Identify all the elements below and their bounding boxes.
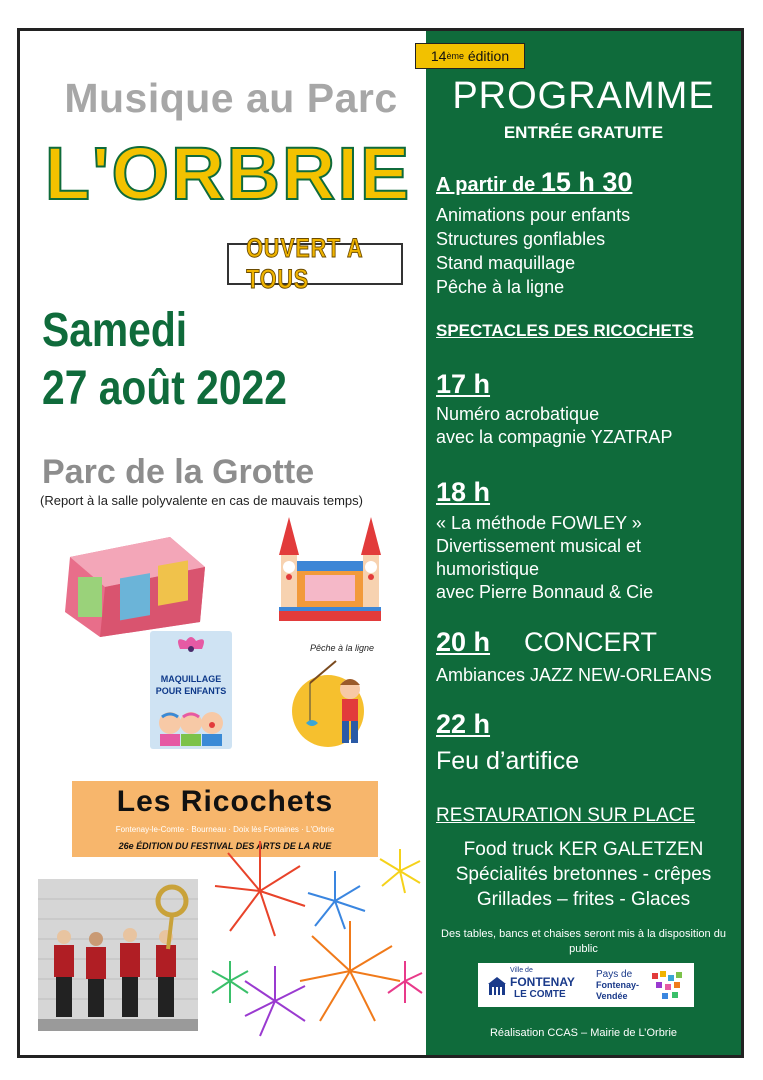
title-musique-au-parc: Musique au Parc [64,75,398,121]
start-time-label: A partir de [436,174,541,196]
start-time-value: 15 h 30 [540,167,633,197]
event-date: 27 août 2022 [42,362,287,415]
event-day: Samedi [42,304,188,357]
edition-badge [415,43,525,69]
ricochets-edition: 26e ÉDITION DU FESTIVAL DES ARTS DE LA RUE [118,841,332,851]
slot-line: Divertissement musical et [436,536,642,556]
activity-item: Stand maquillage [436,253,576,273]
slot-line: avec Pierre Bonnaud & Cie [436,582,654,602]
fontenay-le-comte-logo [484,965,582,1005]
open-to-all-label: OUVERT A TOUS [246,233,363,294]
slot-22h-description: Feu d’artifice [436,747,580,775]
slot-line: Numéro acrobatique [436,404,600,424]
program-panel [426,31,741,1055]
title-orbrie: L'ORBRIE [44,132,412,215]
logo-pays-de: Pays de [596,969,633,980]
slot-18h-hour: 18 h [436,477,491,507]
partner-logos [478,963,694,1007]
slot-20h-description: Ambiances JAZZ NEW-ORLEANS [436,665,712,685]
left-panel [20,31,426,1055]
slot-18h-description [436,512,653,604]
fishing-image [290,643,390,753]
jazz-musicians-photo [38,879,198,1031]
free-entry-label: ENTRÉE GRATUITE [503,123,664,142]
activities-list [436,203,630,299]
ricochets-title: Les Ricochets [116,785,334,818]
catering-item: Spécialités bretonnes - crêpes [455,864,712,885]
slot-line: « La méthode FOWLEY » [436,513,642,533]
ricochets-towns: Fontenay-le-Comte · Bourneau · Doix lès Fontaines · L'Orbrie [115,825,335,834]
spectacles-heading: SPECTACLES DES RICOCHETS [436,321,694,340]
venue-note: (Report à la salle polyvalente en cas de mauvais temps) [40,493,363,508]
face-painting-label-1: MAQUILLAGE [160,674,222,684]
programme-heading: PROGRAMME [452,75,715,117]
logo-vendee: Vendée [596,991,628,1001]
bouncy-castle-image [60,527,210,637]
open-to-all-badge [227,233,403,294]
fishing-drawing [290,643,390,753]
slot-17h-description [436,403,672,449]
activity-item: Animations pour enfants [436,205,631,225]
catering-item: Food truck KER GALETZEN [463,839,704,860]
pays-de-fontenay-vendee-logo [592,965,692,1005]
clown-bouncy-castle-image [275,515,385,625]
logo-fontenay-line: Fontenay- [596,980,640,990]
edition-word: édition [463,48,510,64]
town-hall-icon [486,975,508,997]
fishing-label: Pêche à la ligne [310,643,375,653]
logo-ville-de: Ville de [510,967,533,974]
venue-name: Parc de la Grotte [42,453,315,491]
catering-heading: RESTAURATION SUR PLACE [436,805,696,826]
slot-22h-hour: 22 h [436,709,491,739]
mosaic-icon [648,969,690,1003]
slot-20h-hour: 20 h [436,627,491,657]
slot-20h-title: CONCERT [524,627,658,657]
slot-line: humoristique [436,559,540,579]
slot-17h-hour: 17 h [436,369,491,399]
credits: Réalisation CCAS – Mairie de L’Orbrie [489,1027,678,1039]
catering-list [426,837,741,912]
edition-suffix: ème [446,51,464,61]
face-painting-label-2: POUR ENFANTS [155,686,227,696]
edition-number: 14 [430,48,447,64]
start-time-heading [436,167,632,198]
tables-note: Des tables, bancs et chaises seront mis à la disposition du public [441,928,726,955]
activity-item: Pêche à la ligne [436,277,565,297]
slot-line: avec la compagnie YZATRAP [436,427,673,447]
logo-fontenay: FONTENAY [510,975,575,989]
activity-item: Structures gonflables [436,229,606,249]
logo-le-comte: LE COMTE [514,989,566,1000]
face-painting-image [150,631,232,749]
catering-item: Grillades – frites - Glaces [476,889,691,910]
poster-frame [17,28,744,1058]
fireworks-image [200,831,425,1041]
